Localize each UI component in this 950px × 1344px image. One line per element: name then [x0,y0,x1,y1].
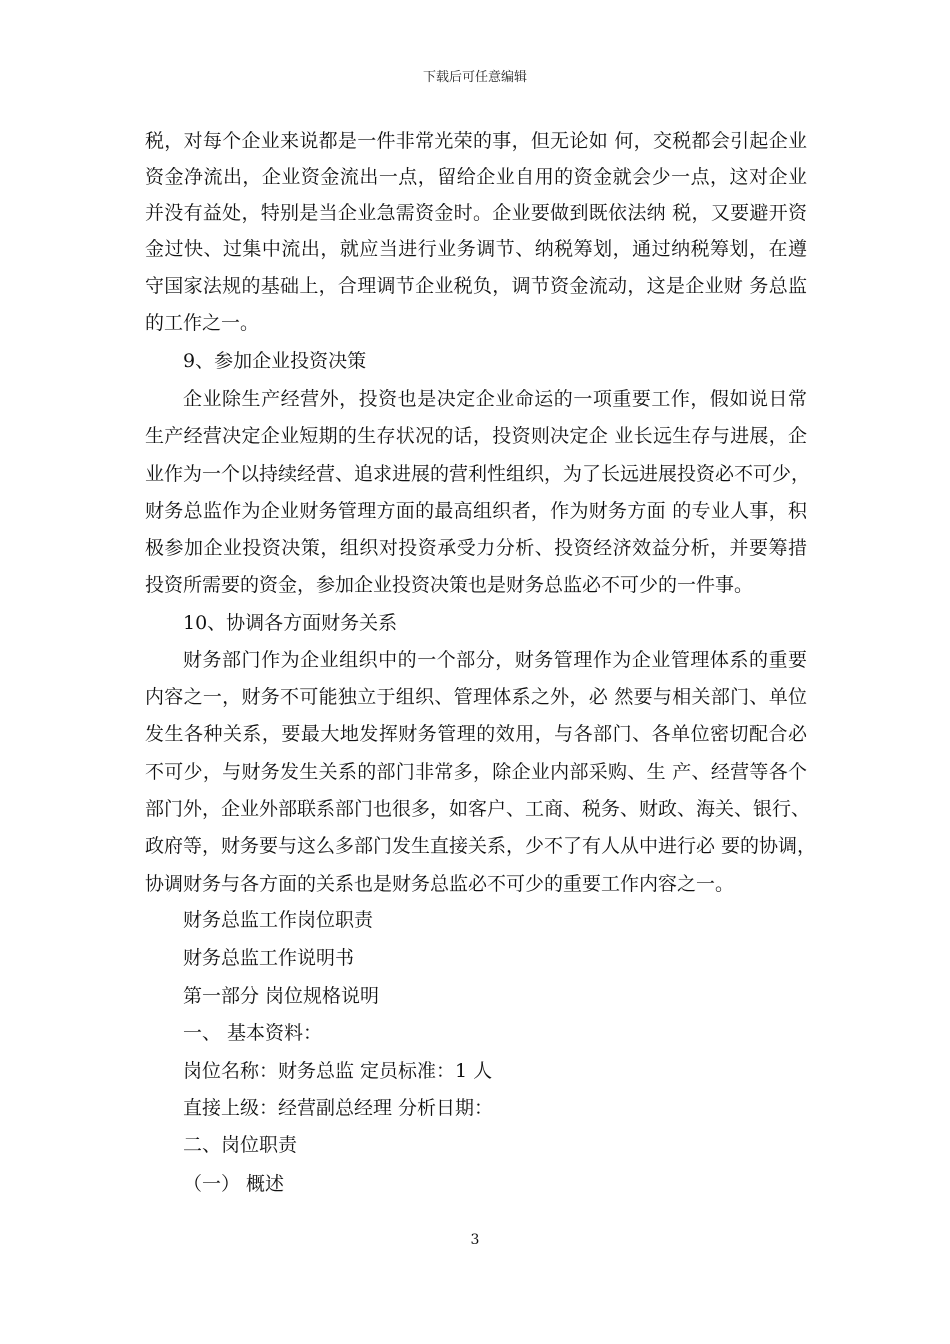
text-line: 第一部分 岗位规格说明 [183,985,380,1007]
text-line: 财务总监工作说明书 [183,947,355,969]
text-line: 岗位名称：财务总监 定员标准：1 人 [183,1060,493,1082]
text-line: 政府等，财务要与这么多部门发生直接关系，少不了有人从中进行必 要的协调， [145,835,817,857]
text-line: 不可少，与财务发生关系的部门非常多，除企业内部采购、生 产、经营等各个 [145,761,807,783]
text-line: 投资所需要的资金，参加企业投资决策也是财务总监必不可少的一件事。 [145,574,754,596]
text-line: 财务总监工作岗位职责 [183,909,374,931]
text-line: 并没有益处，特别是当企业急需资金时。企业要做到既依法纳 税，又要避开资 [145,202,807,224]
text-line: 的工作之一。 [145,312,260,334]
text-line: 二、岗位职责 [183,1134,298,1156]
text-line: 部门外，企业外部联系部门也很多，如客户、工商、税务、财政、海关、银行、 [145,798,811,820]
text-line: 发生各种关系，要最大地发挥财务管理的效用，与各部门、各单位密切配合必 [145,723,807,745]
text-line: 财务部门作为企业组织中的一个部分，财务管理作为企业管理体系的重要 [183,649,807,671]
text-line: （一） 概述 [183,1173,285,1195]
text-line: 资金净流出，企业资金流出一点，留给企业自用的资金就会少一点，这对企业 [145,166,807,188]
text-line: 守国家法规的基础上，合理调节企业税负，调节资金流动，这是企业财 务总监 [145,275,807,297]
page-header: 下载后可任意编辑 [422,70,527,85]
text-line: 协调财务与各方面的关系也是财务总监必不可少的重要工作内容之一。 [145,873,735,895]
text-line: 税，对每个企业来说都是一件非常光荣的事，但无论如 何，交税都会引起企业 [145,130,807,152]
text-line: 内容之一，财务不可能独立于组织、管理体系之外，必 然要与相关部门、单位 [145,686,807,708]
text-line: 一、 基本资料： [183,1022,323,1044]
text-line: 企业除生产经营外，投资也是决定企业命运的一项重要工作，假如说日常 [183,388,807,410]
page-number: 3 [470,1232,480,1248]
text-line: 财务总监作为企业财务管理方面的最高组织者，作为财务方面 的专业人事，积 [145,500,807,522]
text-line: 极参加企业投资决策，组织对投资承受力分析、投资经济效益分析，并要筹措 [145,537,807,559]
text-line: 生产经营决定企业短期的生存状况的话，投资则决定企 业长远生存与进展，企 [145,425,807,447]
text-line: 金过快、过集中流出，就应当进行业务调节、纳税筹划，通过纳税筹划，在遵 [145,238,807,260]
text-line: 10、协调各方面财务关系 [183,612,398,634]
text-line: 业作为一个以持续经营、追求进展的营利性组织，为了长远进展投资必不可少， [145,463,811,485]
text-line: 直接上级：经营副总经理 分析日期： [183,1097,494,1119]
text-line: 9、参加企业投资决策 [183,350,367,372]
